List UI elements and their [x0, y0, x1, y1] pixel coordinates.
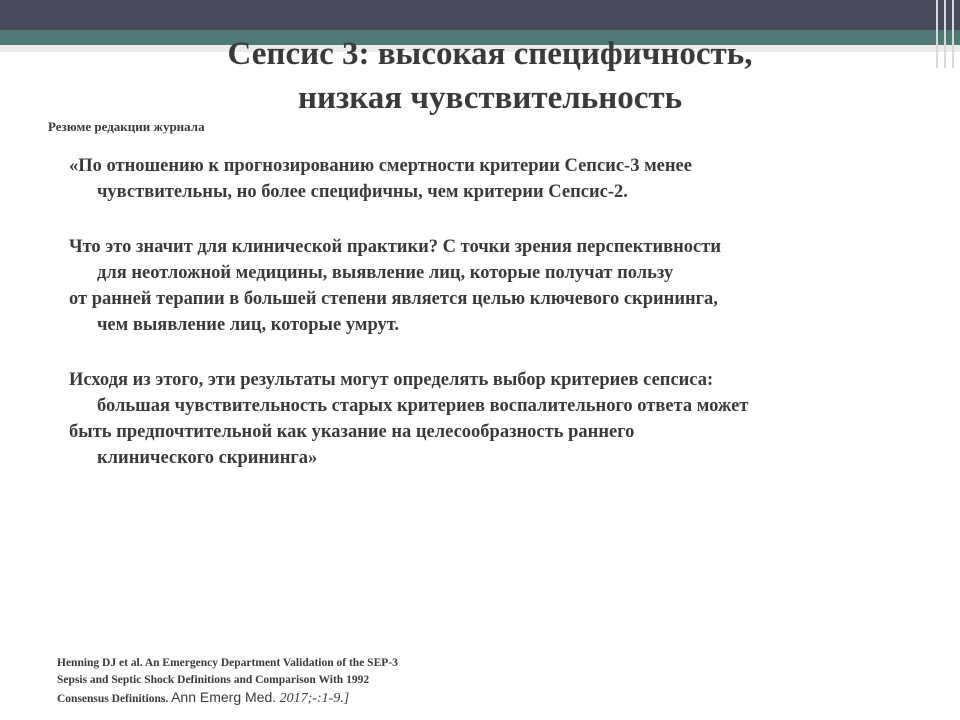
slide-title-line-1: Сепсис 3: высокая специфичность, — [227, 36, 753, 72]
paragraph-1 — [69, 153, 929, 205]
slide-title-line-2: низкая чувствительность — [297, 80, 683, 116]
citation-year: 2017;-:1-9.] — [276, 691, 350, 706]
slide-title — [95, 32, 885, 120]
paragraph-3-line-2: чем выявление лиц, которые умрут. — [97, 315, 400, 335]
paragraph-2-line-2: для неотложной медицины, выявление лиц, которые получат пользу — [97, 263, 674, 283]
paragraph-2-line-1: Что это значит для клинической практики? С точки зрения перспективности — [69, 237, 721, 257]
citation-reference — [57, 655, 527, 708]
paragraph-2 — [69, 234, 929, 286]
citation-line-2: Sepsis and Septic Shock Definitions and Comparison With 1992 — [57, 674, 370, 686]
paragraph-3 — [69, 286, 929, 338]
editorial-note: Резюме редакции журнала — [48, 119, 205, 134]
paragraph-5-line-2: клинического скрининга» — [97, 448, 318, 468]
paragraph-5-line-1: быть предпочтительной как указание на целесообразность раннего — [69, 422, 635, 442]
paragraph-4-line-1: Исходя из этого, эти результаты могут определять выбор критериев сепсиса: — [69, 370, 714, 390]
citation-line-1: Henning DJ et al. An Emergency Department Validation of the SEP-3 — [57, 657, 398, 669]
citation-prefix: Consensus Definitions. — [57, 693, 172, 705]
paragraph-4-line-2: большая чувствительность старых критериев воспалительного ответа может — [97, 396, 749, 416]
citation-line-3 — [57, 689, 527, 708]
paragraph-1-line-2: чувствительны, но более специфичны, чем критерии Сепсис-2. — [97, 182, 628, 202]
corner-decoration-lines — [930, 0, 960, 70]
header-band-dark — [0, 0, 960, 30]
slide-body — [69, 153, 929, 471]
citation-journal: Ann Emerg Med. — [171, 689, 277, 705]
paragraph-1-line-1: «По отношению к прогнозированию смертности критерии Сепсис-3 менее — [69, 156, 692, 176]
paragraph-3-line-1: от ранней терапии в большей степени является целью ключевого скрининга, — [69, 289, 718, 309]
paragraph-4 — [69, 367, 929, 419]
paragraph-5 — [69, 419, 929, 471]
